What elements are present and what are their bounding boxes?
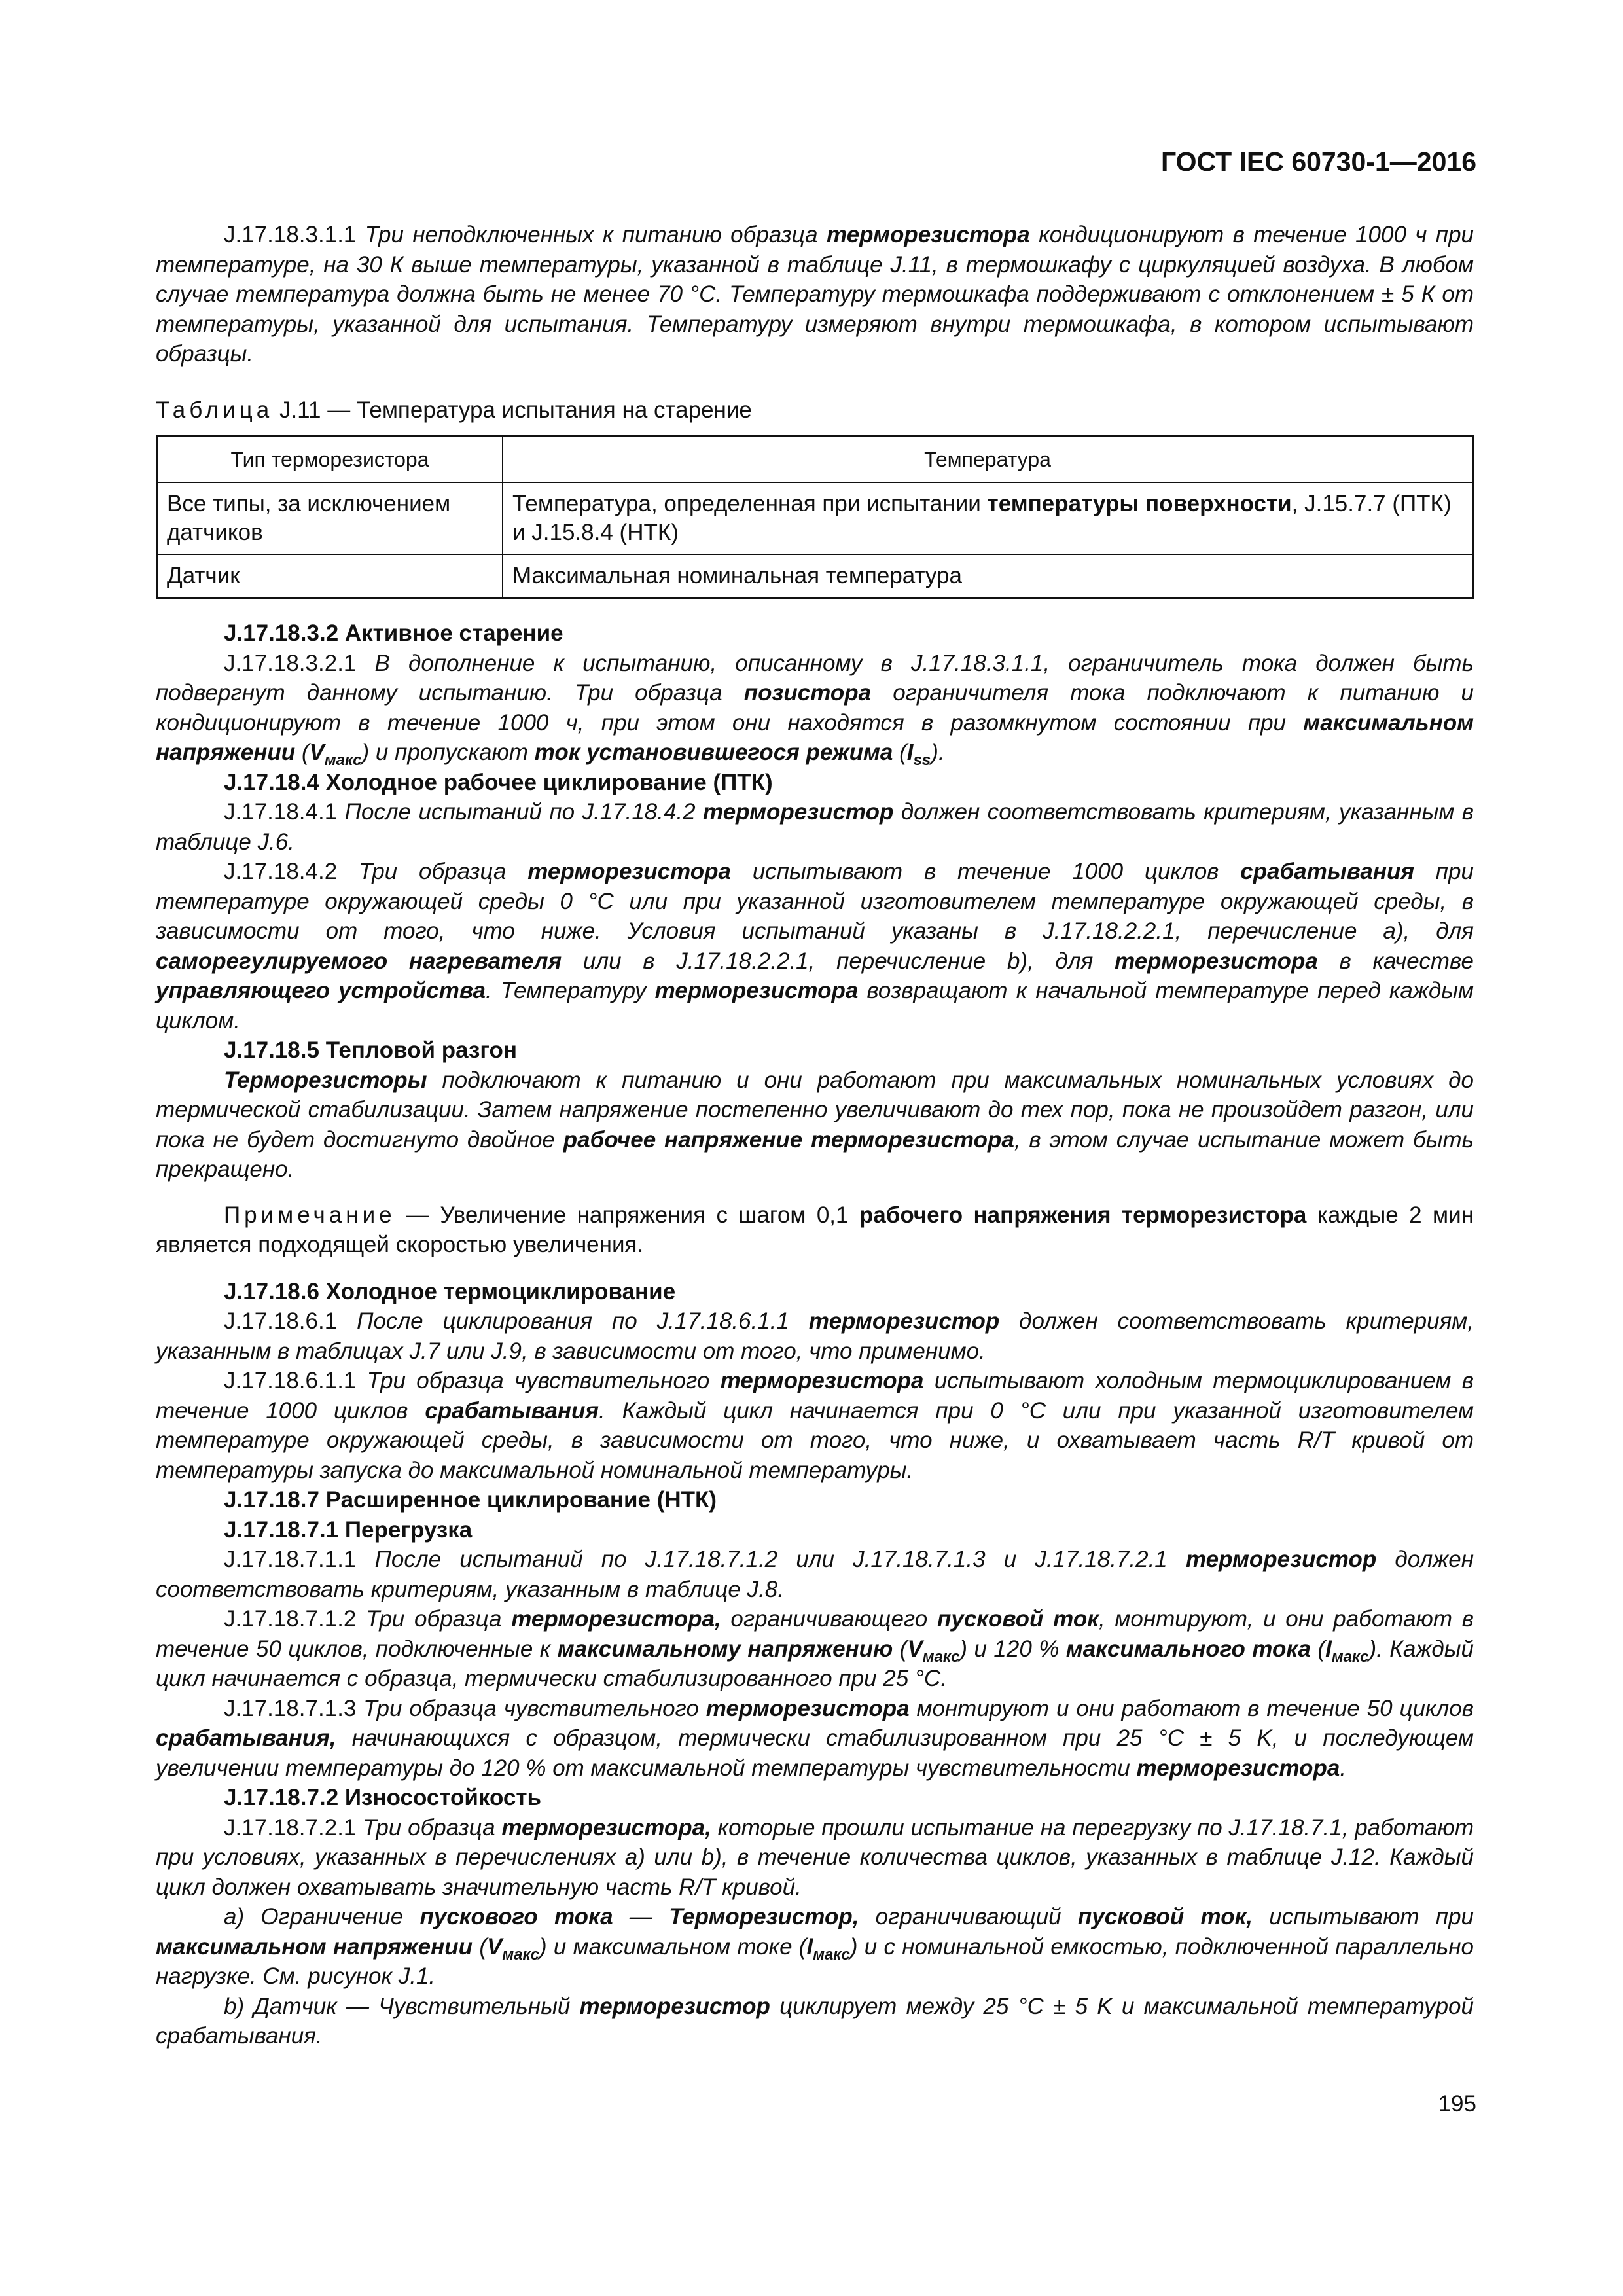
section-heading: J.17.18.3.2 Активное старение bbox=[224, 620, 563, 646]
section-heading: J.17.18.6 Холодное термоциклирование bbox=[224, 1278, 676, 1304]
column-header-temperature: Температура bbox=[503, 437, 1473, 483]
note: Примечание — Увеличение напряжения с шагом 0,1 рабочего напряжения терморезистора каждые 2 мин является подходящей скоростью увеличения. bbox=[156, 1202, 1474, 1257]
clause-number: J.17.18.7.2.1 bbox=[224, 1814, 357, 1840]
paragraph-j-17-18-7-1-1: J.17.18.7.1.1 После испытаний по J.17.18.7.1.2 или J.17.18.7.1.3 и J.17.18.7.2.1 терморезистор должен соответствовать критериям, указанным в таблице J.8. bbox=[156, 1547, 1474, 1602]
table-caption: Таблица J.11 — Температура испытания на старение bbox=[156, 397, 752, 423]
aging-temperature-table bbox=[156, 435, 1474, 599]
list-item-a: a) Ограничение пускового тока — Терморезистор, ограничивающий пусковой ток, испытывают при максимальном напряжении $(V_{макс})$ и максимальном токе $(I_{макс})$ и с номинальной емкостью, подключенной параллельно нагрузке. См. рисунок J.1. bbox=[156, 1904, 1474, 1989]
table-row bbox=[157, 482, 1473, 554]
table-header-row bbox=[157, 437, 1473, 483]
clause-number: J.17.18.6.1.1 bbox=[224, 1368, 357, 1393]
paragraph-thermal-runaway: Терморезисторы подключают к питанию и они работают при максимальных номинальных условиях до термической стабилизации. Затем напряжение постепенно увеличивают до тех пор, пока не произойдет разгон, или пока не будет достигнуто двойное рабочее напряжение терморезистора, в этом случае испытание может быть прекращено. bbox=[156, 1067, 1474, 1182]
section-heading: J.17.18.5 Тепловой разгон bbox=[224, 1037, 518, 1063]
section-heading: J.17.18.4 Холодное рабочее циклирование (ПТК) bbox=[224, 769, 773, 795]
clause-number: J.17.18.7.1.3 bbox=[224, 1695, 357, 1721]
paragraph-j-17-18-3-2-1: J.17.18.3.2.1 В дополнение к испытанию, описанному в J.17.18.3.1.1, ограничитель тока должен быть подвергнут данному испытанию. Три образца позистора ограничителя тока подключают к питанию и кондиционируют в течение 1000 ч, при этом они находятся в разомкнутом состоянии при максимальном напряжении $(V_{макс})$ и пропускают ток установившегося режима $(I_{ss})$. bbox=[156, 650, 1474, 769]
paragraph-j-17-18-6-1: J.17.18.6.1 После циклирования по J.17.18.6.1.1 терморезистор должен соответствовать критериям, указанным в таблицах J.7 или J.9, в зависимости от того, что применимо. bbox=[156, 1308, 1474, 1364]
section-heading: J.17.18.7.2 Износостойкость bbox=[224, 1785, 542, 1810]
clause-number: J.17.18.7.1.2 bbox=[224, 1606, 357, 1632]
clause-number: J.17.18.4.1 bbox=[224, 799, 338, 825]
clause-number: J.17.18.6.1 bbox=[224, 1308, 338, 1334]
clause-number: J.17.18.7.1.1 bbox=[224, 1547, 357, 1572]
section-heading: J.17.18.7.1 Перегрузка bbox=[224, 1516, 473, 1543]
clause-number: J.17.18.3.2.1 bbox=[224, 650, 357, 676]
table-cell: Температура, определенная при испытании температуры поверхности, J.15.7.7 (ПТК) и J.15.8.4 (НТК) bbox=[503, 482, 1473, 554]
paragraph-j-17-18-3-1-1: J.17.18.3.1.1 Три неподключенных к питанию образца терморезистора кондиционируют в течение 1000 ч при температуре, на 30 К выше температуры, указанной в таблице J.11, в термошкафу с циркуляцией воздуха. В любом случае температура должна быть не менее 70 °C. Температуру термошкафа поддерживают с отклонением ± 5 К от температуры, указанной для испытания. Температуру измеряют внутри термошкафа, в котором испытывают образцы. bbox=[156, 222, 1474, 367]
paragraph-j-17-18-7-1-3: J.17.18.7.1.3 Три образца чувствительного терморезистора монтируют и они работают в течение 50 циклов срабатывания, начинающихся с образцом, термически стабилизированном при 25 °C ± 5 K, и последующем увеличении температуры до 120 % от максимальной температуры чувствительности терморезистора. bbox=[156, 1695, 1474, 1781]
page-number: 195 bbox=[1438, 2091, 1476, 2117]
table-row bbox=[157, 554, 1473, 598]
table-cell: Датчик bbox=[157, 554, 503, 598]
paragraph-j-17-18-4-2: J.17.18.4.2 Три образца терморезистора испытывают в течение 1000 циклов срабатывания при температуре окружающей среды 0 °C или при указанной изготовителем температуре окружающей среды, в зависимости от того, что ниже. Условия испытаний указаны в J.17.18.2.2.1, перечисление a), для саморегулируемого нагревателя или в J.17.18.2.2.1, перечисление b), для терморезистора в качестве управляющего устройства. Температуру терморезистора возвращают к начальной температуре перед каждым циклом. bbox=[156, 859, 1474, 1033]
paragraph-j-17-18-4-1: J.17.18.4.1 После испытаний по J.17.18.4.2 терморезистор должен соответствовать критериям, указанным в таблице J.6. bbox=[156, 799, 1474, 855]
page-content bbox=[156, 220, 1474, 2051]
list-item-b: b) Датчик — Чувствительный терморезистор циклирует между 25 °C ± 5 K и максимальной температурой срабатывания. bbox=[156, 1993, 1474, 2049]
table-cell: Максимальная номинальная температура bbox=[503, 554, 1473, 598]
paragraph-j-17-18-6-1-1: J.17.18.6.1.1 Три образца чувствительного терморезистора испытывают холодным термоциклированием в течение 1000 циклов срабатывания. Каждый цикл начинается при 0 °C или при указанной изготовителем температуре окружающей среды, в зависимости от того, что ниже, и охватывает часть R/T кривой от температуры запуска до максимальной номинальной температуры. bbox=[156, 1368, 1474, 1483]
clause-number: J.17.18.4.2 bbox=[224, 859, 338, 884]
paragraph-j-17-18-7-2-1: J.17.18.7.2.1 Три образца терморезистора, которые прошли испытание на перегрузку по J.17.18.7.1, работают при условиях, указанных в перечислениях a) или b), в течение количества циклов, указанных в таблице J.12. Каждый цикл должен охватывать значительную часть R/T кривой. bbox=[156, 1814, 1474, 1900]
table-cell: Все типы, за исключением датчиков bbox=[157, 482, 503, 554]
paragraph-j-17-18-7-1-2: J.17.18.7.1.2 Три образца терморезистора, ограничивающего пусковой ток, монтируют, и они работают в течение 50 циклов, подключенные к максимальному напряжению $(V_{макс})$ и 120 % максимального тока $(I_{макс})$. Каждый цикл начинается с образца, термически стабилизированного при 25 °C. bbox=[156, 1606, 1474, 1691]
standard-header: ГОСТ IEC 60730-1—2016 bbox=[1160, 147, 1476, 177]
column-header-type: Тип терморезистора bbox=[157, 437, 503, 483]
section-heading: J.17.18.7 Расширенное циклирование (НТК) bbox=[224, 1487, 717, 1513]
clause-number: J.17.18.3.1.1 bbox=[224, 222, 357, 247]
